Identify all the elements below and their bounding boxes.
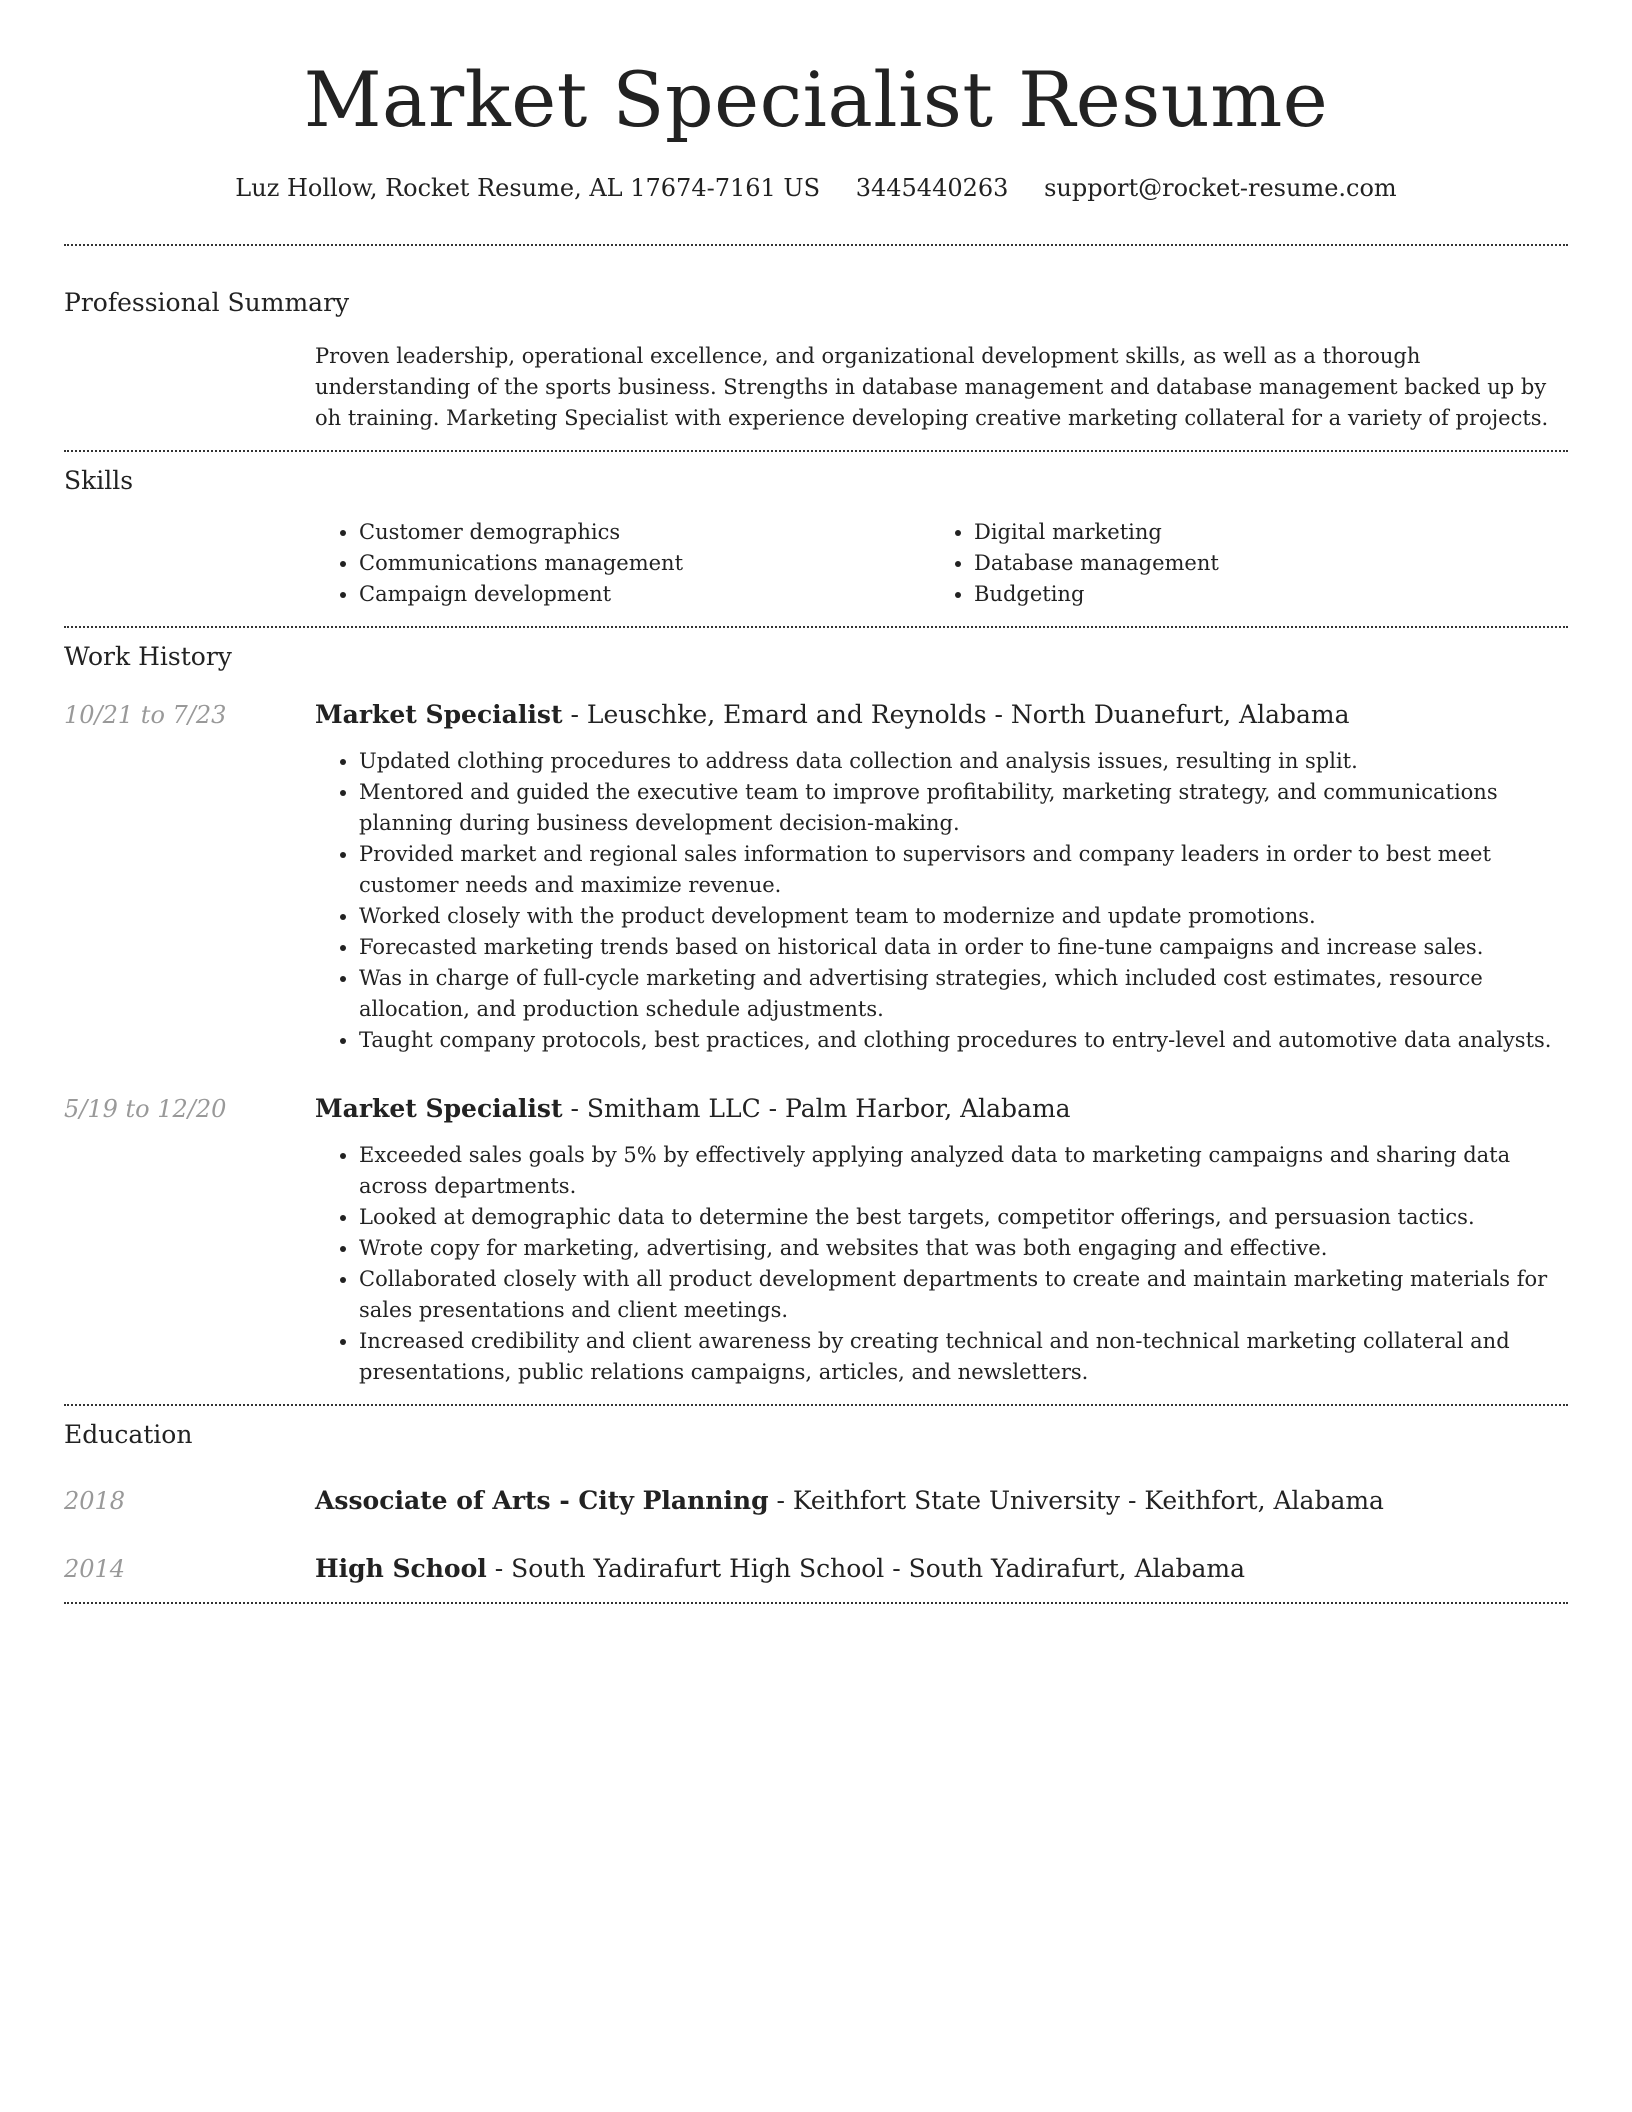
skills-grid — [315, 517, 1568, 610]
skills-column-2 — [930, 517, 1530, 610]
education-degree: Associate of Arts - City Planning — [315, 1486, 769, 1515]
job-heading — [315, 1092, 1568, 1126]
job-bullet: • Collaborated closely with all product development departments to create and maintain marketing materials for sales presentations and client meetings. — [359, 1264, 1568, 1326]
skill-item: • Customer demographics — [359, 517, 930, 548]
education-year: 2014 — [64, 1555, 126, 1583]
skill-item: • Campaign development — [359, 579, 930, 610]
job-heading — [315, 698, 1568, 732]
job-bullet: • Updated clothing procedures to address data collection and analysis issues, resulting in split. — [359, 746, 1568, 777]
skills-row — [64, 498, 1568, 626]
job-employer: - Smitham LLC - Palm Harbor, Alabama — [562, 1094, 1071, 1123]
skills-heading: Skills — [64, 466, 134, 495]
job-bullet: • Was in charge of full-cycle marketing and advertising strategies, which included cost estimates, resource allocation, and production schedule adjustments. — [359, 963, 1568, 1025]
job-bullet: • Provided market and regional sales information to supervisors and company leaders in order to best meet customer needs and maximize revenue. — [359, 839, 1568, 901]
education-school: - Keithfort State University - Keithfort, Alabama — [768, 1486, 1384, 1515]
work-section — [64, 640, 1568, 1388]
summary-row — [64, 320, 1568, 450]
summary-text: Proven leadership, operational excellence, and organizational development skills, as well as a thorough understanding of the sports business. Strengths in database management and database management backed up by oh training. Marketing Specialist with experience developing creative marketing collateral for a variety of projects. — [315, 344, 1549, 430]
skill-item: • Communications management — [359, 548, 930, 579]
contact-address: Luz Hollow, Rocket Resume, AL 17674-7161 US — [235, 174, 821, 202]
education-heading: Education — [64, 1420, 193, 1449]
summary-left-spacer — [64, 320, 315, 450]
education-school: - South Yadirafurt High School - South Yadirafurt, Alabama — [486, 1554, 1246, 1583]
job-content — [315, 1092, 1568, 1388]
job-bullet: • Increased credibility and client awareness by creating technical and non-technical marketing collateral and presentations, public relations campaigns, articles, and newsletters. — [359, 1326, 1568, 1388]
job-bullet: • Forecasted marketing trends based on historical data in order to fine-tune campaigns and increase sales. — [359, 932, 1568, 963]
skills-left-spacer — [64, 498, 315, 626]
job-dates: 10/21 to 7/23 — [64, 701, 227, 729]
education-degree: High School — [315, 1554, 487, 1583]
job-role: Market Specialist — [315, 700, 563, 729]
divider — [64, 1602, 1568, 1604]
skills-column-1 — [315, 517, 930, 610]
job-bullet: • Mentored and guided the executive team to improve profitability, marketing strategy, and communications planning during business development decision-making. — [359, 777, 1568, 839]
job-bullets — [315, 746, 1568, 1056]
contact-email: support@rocket-resume.com — [1044, 174, 1397, 202]
skills-section — [64, 464, 1568, 626]
education-entry — [64, 1484, 1568, 1518]
divider — [64, 244, 1568, 246]
education-heading-line — [315, 1552, 1568, 1586]
job-role: Market Specialist — [315, 1094, 563, 1123]
job-bullet: • Worked closely with the product development team to modernize and update promotions. — [359, 901, 1568, 932]
skill-item: • Budgeting — [974, 579, 1530, 610]
job-bullet: • Wrote copy for marketing, advertising, and websites that was both engaging and effective. — [359, 1233, 1568, 1264]
job-entry — [64, 698, 1568, 1056]
contact-line — [64, 172, 1568, 204]
divider — [64, 626, 1568, 628]
skill-item: • Digital marketing — [974, 517, 1530, 548]
resume-title: Market Specialist Resume — [303, 55, 1329, 144]
summary-section — [64, 286, 1568, 450]
job-bullet: • Looked at demographic data to determine the best targets, competitor offerings, and persuasion tactics. — [359, 1202, 1568, 1233]
education-section — [64, 1418, 1568, 1602]
work-heading: Work History — [64, 642, 232, 671]
skills-columns-wrap — [315, 498, 1568, 626]
divider — [64, 450, 1568, 452]
job-bullets — [315, 1140, 1568, 1388]
job-content — [315, 698, 1568, 1056]
job-employer: - Leuschke, Emard and Reynolds - North Duanefurt, Alabama — [562, 700, 1350, 729]
contact-phone: 3445440263 — [855, 174, 1009, 202]
job-dates: 5/19 to 12/20 — [64, 1095, 227, 1123]
divider — [64, 1404, 1568, 1406]
job-entry — [64, 1092, 1568, 1388]
skill-item: • Database management — [974, 548, 1530, 579]
education-year: 2018 — [64, 1487, 126, 1515]
summary-heading: Professional Summary — [64, 288, 350, 317]
job-bullet: • Exceeded sales goals by 5% by effectively applying analyzed data to marketing campaigns and sharing data across departments. — [359, 1140, 1568, 1202]
job-bullet: • Taught company protocols, best practices, and clothing procedures to entry-level and automotive data analysts. — [359, 1025, 1568, 1056]
education-entry — [64, 1552, 1568, 1586]
education-heading-line — [315, 1484, 1568, 1518]
